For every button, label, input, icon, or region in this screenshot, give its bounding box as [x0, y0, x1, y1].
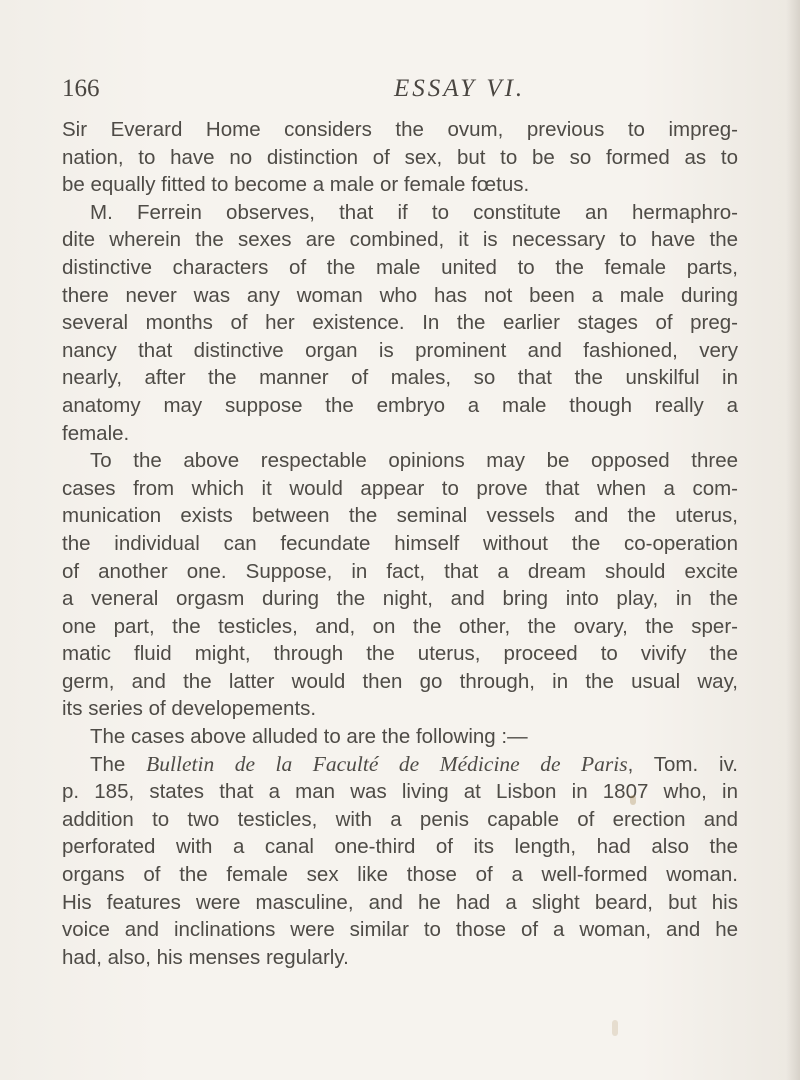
text-line: munication exists between the seminal vessels and the uterus, [62, 504, 738, 528]
text-line: several months of her existence. In the earlier stages of preg- [62, 311, 738, 335]
citation-prefix: The [90, 752, 147, 776]
essay-title: ESSAY VI. [394, 75, 526, 102]
text-line: addition to two testicles, with a penis capable of erection and [62, 807, 738, 831]
running-head [62, 75, 738, 111]
text-line: a veneral orgasm during the night, and bring into play, in the [62, 587, 738, 611]
page-edge-shadow [786, 0, 800, 1080]
text-line: distinctive characters of the male united to the female parts, [62, 255, 738, 279]
text-line: there never was any woman who has not been a male during [62, 283, 738, 307]
text-line: matic fluid might, through the uterus, proceed to vivify the [62, 642, 738, 666]
text-line: had, also, his menses regularly. [62, 945, 349, 969]
text-line: organs of the female sex like those of a well-formed woman. [62, 863, 738, 887]
body-text [62, 116, 738, 971]
text-line: perforated with a canal one-third of its length, had also the [62, 835, 738, 859]
text-line: The cases above alluded to are the following :— [90, 725, 528, 749]
text-line: voice and inclinations were similar to those of a woman, and he [62, 918, 738, 942]
text-line: dite wherein the sexes are combined, it is necessary to have the [62, 228, 738, 252]
citation-line [62, 751, 738, 779]
text-line: nearly, after the manner of males, so that the unskilful in [62, 366, 738, 390]
text-line: p. 185, states that a man was living at Lisbon in 1807 who, in [62, 780, 738, 804]
text-line: be equally fitted to become a male or female fœtus. [62, 173, 530, 197]
text-line: cases from which it would appear to prove that when a com- [62, 476, 738, 500]
paper-stain [612, 1020, 618, 1036]
paper-stain [630, 795, 636, 805]
text-line: of another one. Suppose, in fact, that a dream should excite [62, 559, 738, 583]
text-line: Sir Everard Home considers the ovum, previous to impreg- [62, 118, 738, 141]
text-line: M. Ferrein observes, that if to constitute an hermaphro- [90, 200, 738, 224]
text-line: its series of developements. [62, 697, 317, 721]
text-line: the individual can fecundate himself without the co-operation [62, 531, 738, 555]
text-line: germ, and the latter would then go through, in the usual way, [62, 669, 738, 693]
text-line: To the above respectable opinions may be opposed three [90, 449, 738, 473]
citation-suffix: , Tom. iv. [627, 752, 738, 776]
text-line: female. [62, 421, 130, 445]
journal-title: Bulletin de la Faculté de Médicine de Paris [146, 751, 628, 776]
text-line: one part, the testicles, and, on the other, the ovary, the sper- [62, 614, 738, 638]
text-line: nancy that distinctive organ is prominent and fashioned, very [62, 338, 738, 362]
page-number: 166 [62, 75, 100, 102]
text-line: anatomy may suppose the embryo a male though really a [62, 393, 738, 417]
text-line: His features were masculine, and he had a slight beard, but his [62, 890, 738, 914]
text-line: nation, to have no distinction of sex, but to be so formed as to [62, 145, 738, 169]
